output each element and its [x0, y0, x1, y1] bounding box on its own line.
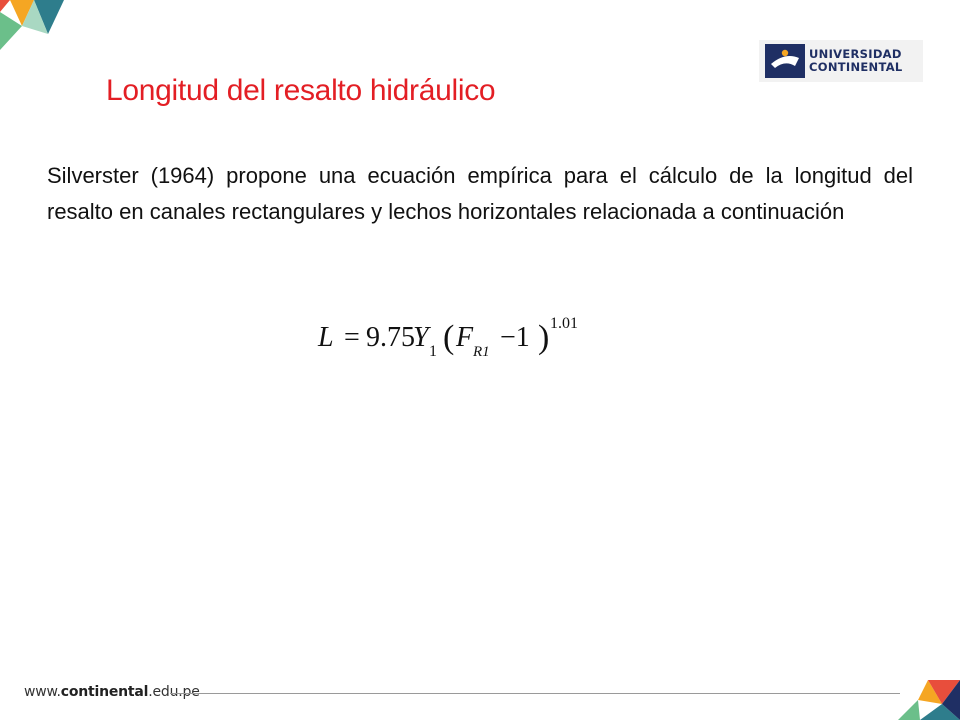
- formula-exponent: 1.01: [550, 315, 578, 332]
- formula-variable-subscript: 1: [429, 343, 437, 360]
- formula-froude-subscript: R1: [473, 344, 490, 360]
- footer-website: [24, 684, 200, 700]
- logo-line-2: CONTINENTAL: [809, 60, 903, 74]
- formula-minus-one: −1: [500, 322, 530, 353]
- footer-url-suffix: .edu.pe: [148, 684, 200, 700]
- formula-lhs: L: [318, 322, 334, 353]
- logo-emblem-icon: [765, 44, 805, 78]
- corner-decoration-top: [0, 0, 70, 56]
- corner-decoration-bottom: [898, 680, 960, 720]
- footer-divider: [170, 693, 900, 694]
- formula-open-paren: (: [443, 319, 455, 356]
- slide-title: Longitud del resalto hidráulico: [106, 74, 496, 107]
- logo-line-1: UNIVERSIDAD: [809, 47, 902, 61]
- footer-url-prefix: www.: [24, 684, 61, 700]
- formula-equals: =: [344, 322, 360, 353]
- university-logo: [759, 40, 923, 82]
- formula-coefficient: 9.75: [366, 322, 415, 353]
- formula-froude: F: [456, 322, 474, 353]
- footer-url-brand: continental: [60, 684, 149, 700]
- formula-variable: Y: [413, 322, 429, 353]
- formula-close-paren: ): [538, 319, 550, 356]
- slide-body-text: Silverster (1964) propone una ecuación empírica para el cálculo de la longitud del resalto en canales rectangulares y lechos horizontales relacionada a continuación: [47, 163, 913, 224]
- logo-wordmark: [809, 48, 903, 74]
- jump-length-formula: [316, 306, 616, 376]
